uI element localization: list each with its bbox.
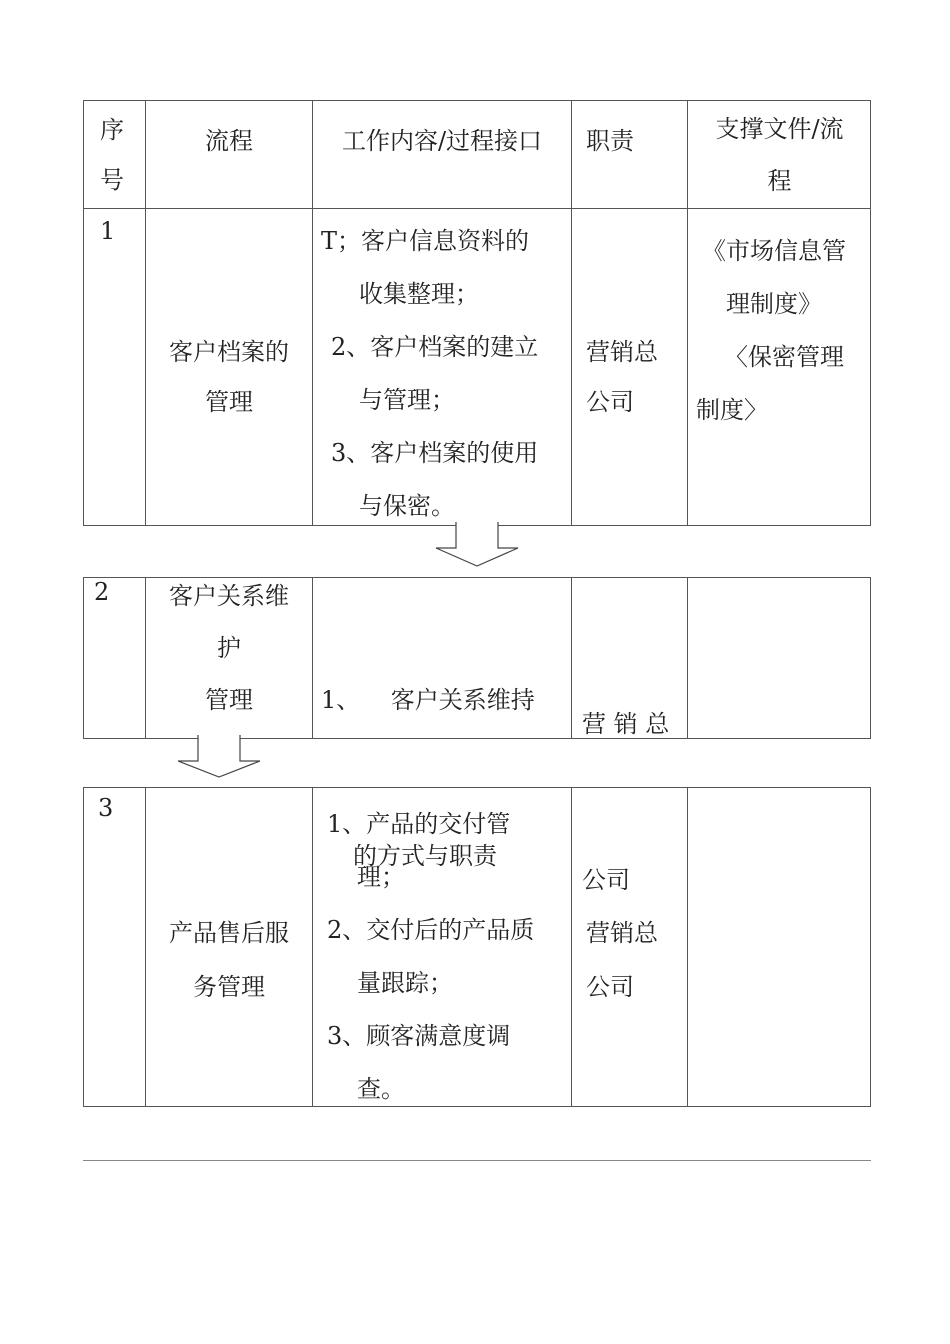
header-no-cell bbox=[84, 101, 146, 208]
row2-flow-line1: 客户关系维 bbox=[169, 582, 289, 610]
header-no-line1: 序 bbox=[100, 116, 124, 144]
row3-flow-line1: 产品售后服 bbox=[169, 919, 289, 947]
row1-flow-cell bbox=[146, 209, 313, 525]
table-row-3 bbox=[83, 787, 871, 1107]
header-table bbox=[83, 100, 871, 209]
row1-no-cell bbox=[84, 209, 146, 525]
row1-docs-line3: 〈保密管理 bbox=[724, 343, 844, 371]
header-docs-line1: 支撑文件/流 bbox=[715, 115, 844, 143]
table-row-1 bbox=[83, 208, 871, 526]
row1-docs-line4: 制度〉 bbox=[696, 396, 768, 424]
row3-no-cell bbox=[84, 788, 146, 1106]
row1-duty-line1: 营销总 bbox=[586, 338, 658, 366]
row2-content-line1: 1、 客户关系维持 bbox=[321, 686, 535, 714]
row2-flow-line2: 护 bbox=[217, 634, 241, 662]
header-flow-cell bbox=[146, 101, 313, 208]
row1-flow-line2: 管理 bbox=[205, 388, 253, 416]
row3-no: 3 bbox=[98, 794, 114, 822]
row2-content-line2: 的方式与职责 bbox=[353, 842, 497, 870]
row1-docs-line2: 理制度》 bbox=[726, 290, 822, 318]
row2-duty-line1: 营 销 总 bbox=[582, 710, 670, 738]
row2-flow-cell bbox=[146, 578, 313, 738]
row1-content-line4: 与管理； bbox=[359, 386, 455, 414]
row1-content-line1: T；客户信息资料的 bbox=[321, 227, 530, 255]
row1-duty-line2: 公司 bbox=[586, 388, 634, 416]
down-arrow-icon bbox=[174, 735, 264, 779]
row1-content-line2: 收集整理； bbox=[359, 280, 479, 308]
header-no-line2: 号 bbox=[100, 166, 124, 194]
row3-content-line2: 理； bbox=[357, 863, 405, 891]
header-content-cell bbox=[313, 101, 572, 208]
header-duty-cell bbox=[572, 101, 688, 208]
header-flow: 流程 bbox=[205, 127, 253, 155]
row1-duty-cell bbox=[572, 209, 688, 525]
row2-duty-line2: 公司 bbox=[582, 866, 630, 894]
row3-content-line1: 1、产品的交付管 bbox=[327, 810, 511, 838]
header-docs-line2: 程 bbox=[767, 167, 792, 195]
row3-flow-line2: 务管理 bbox=[193, 973, 265, 1001]
row1-content-cell bbox=[313, 209, 572, 525]
row3-duty-line1: 营销总 bbox=[586, 919, 658, 947]
row2-docs-cell bbox=[688, 578, 871, 738]
row3-content-line4: 量跟踪； bbox=[357, 969, 453, 997]
row3-duty-line2: 公司 bbox=[586, 973, 634, 1001]
row2-no-cell bbox=[84, 578, 146, 738]
row2-no: 2 bbox=[94, 578, 110, 606]
row2-flow-line3: 管理 bbox=[205, 686, 253, 714]
row1-content-line5: 3、客户档案的使用 bbox=[331, 439, 539, 467]
row1-content-line3: 2、客户档案的建立 bbox=[331, 333, 539, 361]
row1-docs-line1: 《市场信息管 bbox=[702, 237, 846, 265]
row3-flow-cell bbox=[146, 788, 313, 1106]
row1-content-line6: 与保密。 bbox=[359, 492, 455, 520]
row1-docs-cell bbox=[688, 209, 871, 525]
row1-flow-line1: 客户档案的 bbox=[169, 338, 289, 366]
bottom-divider bbox=[83, 1160, 871, 1161]
row3-docs-cell bbox=[688, 788, 871, 1106]
header-duty: 职责 bbox=[586, 127, 634, 155]
row3-content-line6: 查。 bbox=[357, 1075, 405, 1103]
row3-content-cell bbox=[313, 788, 572, 1106]
row3-content-line5: 3、顾客满意度调 bbox=[327, 1022, 511, 1050]
row3-content-line3: 2、交付后的产品质 bbox=[327, 916, 535, 944]
row1-no: 1 bbox=[100, 217, 116, 245]
row2-duty-cell bbox=[572, 578, 688, 894]
header-docs-cell bbox=[688, 101, 871, 208]
header-content: 工作内容/过程接口 bbox=[341, 127, 543, 155]
down-arrow-icon bbox=[432, 522, 522, 568]
row3-duty-cell bbox=[572, 788, 688, 1106]
